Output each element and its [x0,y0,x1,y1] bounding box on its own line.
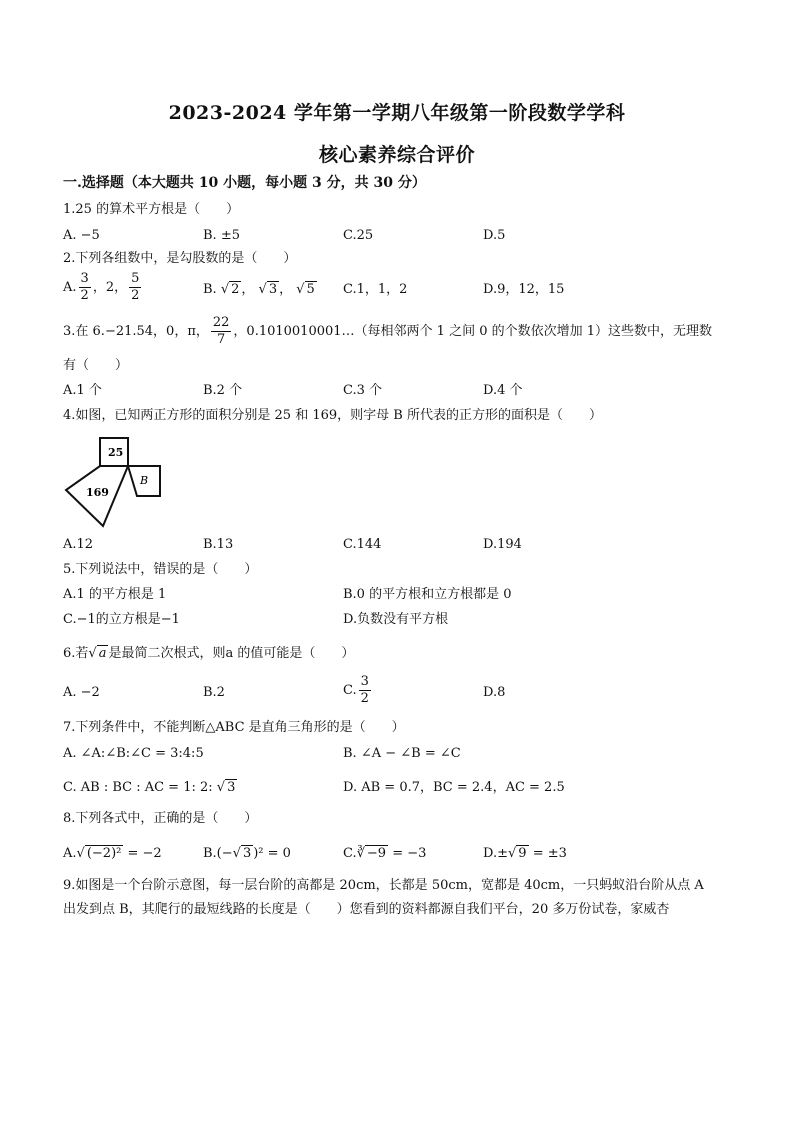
q5-option-d: D.负数没有平方根 [343,612,449,627]
q5-option-c: C.−1的立方根是−1 [63,612,180,627]
q3-option-b: B.2 个 [203,383,243,398]
large-square-label: 169 [86,486,109,499]
q5-stem: 5.下列说法中，错误的是（ ） [63,562,258,577]
q7-stem: 7.下列条件中，不能判断△ABC 是直角三角形的是（ ） [63,720,405,735]
q7-option-c: C. AB : BC : AC = 1: 2: √ 3 [63,780,236,795]
q6-stem: 6.若√ a 是最简二次根式，则a 的值可能是（ ） [63,646,355,661]
q8-option-b: B.(−√ 3 )² = 0 [203,846,291,861]
q7-option-a: A. ∠A:∠B:∠C = 3:4:5 [63,746,204,761]
q1-option-b: B. ±5 [203,228,240,243]
q4-option-b: B.13 [203,537,234,552]
q3-option-c: C.3 个 [343,383,383,398]
q3-option-a: A.1 个 [63,383,102,398]
q8-option-a: A.√ (−2)² = −2 [63,846,162,861]
q4-stem: 4.如图，已知两正方形的面积分别是 25 和 169，则字母 B 所代表的正方形的面积是（ ） [63,408,602,423]
q1-stem: 1.25 的算术平方根是（ ） [63,202,240,217]
q4-option-c: C.144 [343,537,382,552]
q2-option-d: D.9，12，15 [483,282,565,297]
q1-option-c: C.25 [343,228,374,243]
q8-stem: 8.下列各式中，正确的是（ ） [63,811,258,826]
q6-option-a: A. −2 [63,685,100,700]
q3-stem: 3.在 6.−21.54，0，π， $\frac{22}{7}$ ，0.1010010001…（每相邻两个 1 之间 0 的个数依次增加 1）这些数中，无理数 [63,315,713,347]
q1-option-a: A. −5 [63,228,100,243]
q8-option-d: D.±√ 9 = ±3 [483,846,567,861]
q2-option-c: C.1，1，2 [343,282,408,297]
q5-option-b: B.0 的平方根和立方根都是 0 [343,587,512,602]
q8-option-c: C.∛ −9 = −3 [343,846,427,861]
q2-option-b: B. √ 2 ， √ 3 ， √ 5 [203,282,315,297]
q1-option-d: D.5 [483,228,506,243]
q6-option-d: D.8 [483,685,506,700]
q9-stem-line2: 出发到点 B，其爬行的最短线路的长度是（ ）您看到的资料都源自我们平台，20 多万份试卷，家威杏 [63,902,670,917]
section-heading: 一.选择题（本大题共 10 小题，每小题 3 分，共 30 分） [63,175,426,191]
q9-stem-line1: 9.如图是一个台阶示意图，每一层台阶的高都是 20cm，长都是 50cm，宽都是 40cm，一只蚂蚁沿台阶从点 A [63,878,704,893]
exam-title: 2023-2024 学年第一学期八年级第一阶段数学学科 [168,102,626,124]
q2-stem: 2.下列各组数中，是勾股数的是（ ） [63,251,297,266]
q3-stem-line2: 有（ ） [63,358,129,373]
q6-option-b: B.2 [203,685,225,700]
q4-option-a: A.12 [63,537,94,552]
q7-option-d: D. AB = 0.7，BC = 2.4，AC = 2.5 [343,780,565,795]
exam-subtitle: 核心素养综合评价 [318,144,475,166]
q3-option-d: D.4 个 [483,383,523,398]
q2-option-a: A. $\frac{3}{2}$ ，2， $\frac{5}{2}$ [63,271,140,303]
q4-option-d: D.194 [483,537,522,552]
q4-square-figure [62,432,167,530]
small-square-label: 25 [108,446,124,459]
square-b-label: B [140,474,149,487]
q6-option-c: C. $\frac{3}{2}$ [343,674,369,706]
q7-option-b: B. ∠A − ∠B = ∠C [343,746,461,761]
q5-option-a: A.1 的平方根是 1 [63,587,167,602]
